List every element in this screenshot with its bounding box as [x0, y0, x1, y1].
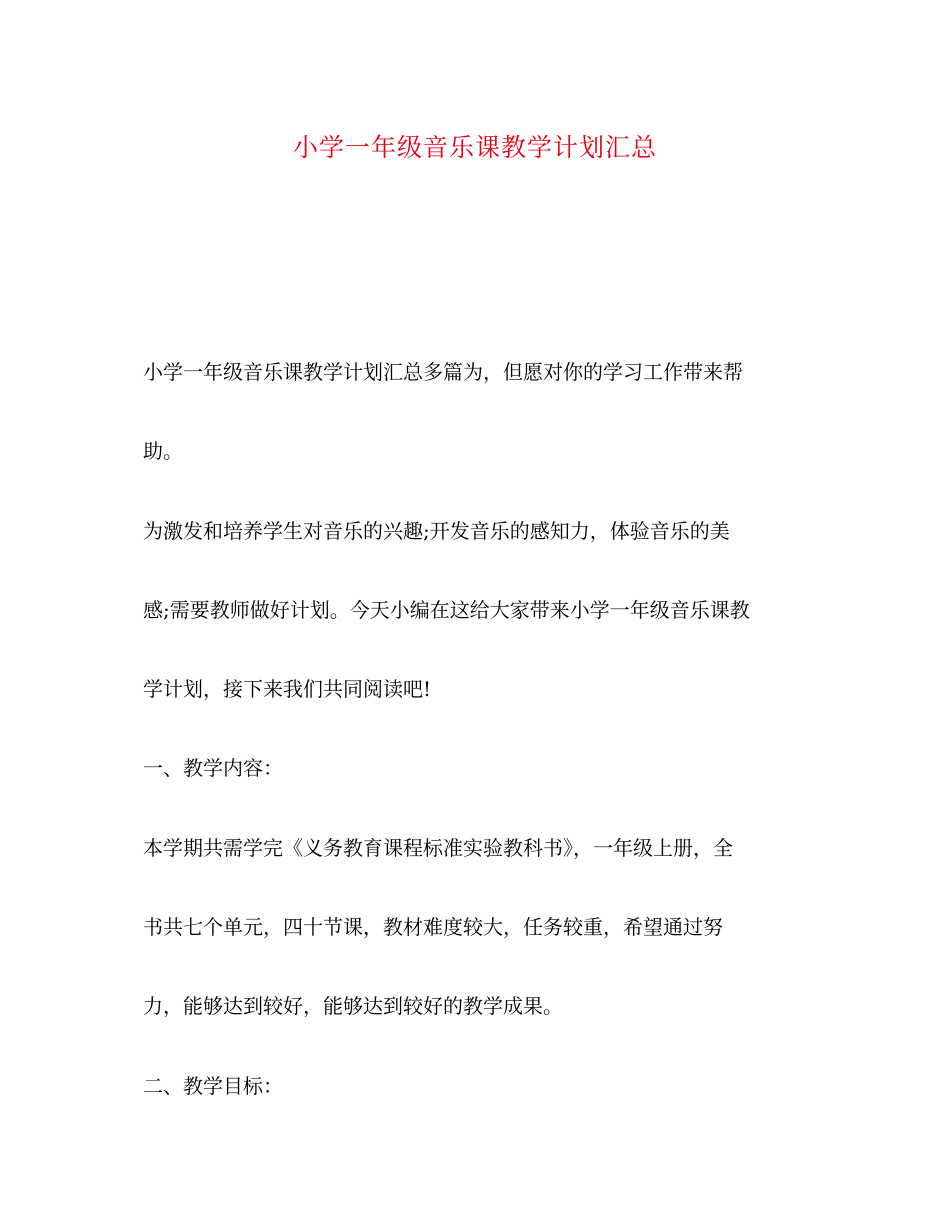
document-body	[143, 360, 811, 1153]
paragraph-line: 助。	[143, 439, 183, 464]
paragraph-line: 力，能够达到较好，能够达到较好的教学成果。	[143, 994, 563, 1019]
paragraph-line: 学计划，接下来我们共同阅读吧!	[143, 677, 432, 702]
paragraph-line: 感;需要教师做好计划。今天小编在这给大家带来小学一年级音乐课教	[143, 597, 750, 622]
paragraph-line: 为激发和培养学生对音乐的兴趣;开发音乐的感知力，体验音乐的美	[143, 518, 730, 543]
paragraph-line: 书共七个单元，四十节课，教材难度较大，任务较重，希望通过努	[143, 915, 723, 940]
paragraph-line: 本学期共需学完《义务教育课程标准实验教科书》，一年级上册，全	[143, 835, 733, 860]
section-heading: 二、教学目标：	[143, 1073, 283, 1098]
section-heading: 一、教学内容：	[143, 756, 283, 781]
paragraph-line: 小学一年级音乐课教学计划汇总多篇为，但愿对你的学习工作带来帮	[143, 360, 743, 384]
document-title: 小学一年级音乐课教学计划汇总	[292, 133, 657, 162]
